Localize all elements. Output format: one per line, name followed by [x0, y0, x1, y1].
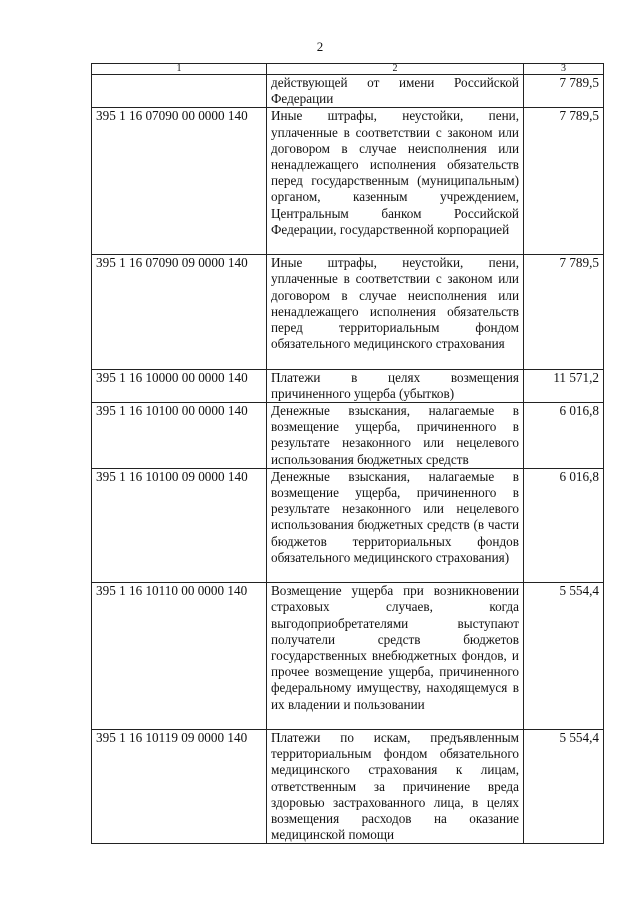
- page-number: 2: [316, 39, 324, 54]
- table-row: [92, 468, 604, 582]
- column-number-2: 2: [267, 64, 524, 75]
- column-number-row: [92, 64, 604, 75]
- amount-value: 5 554,4: [524, 730, 604, 844]
- column-number-3: 3: [524, 64, 604, 75]
- budget-code: [92, 75, 267, 108]
- amount-value: 7 789,5: [524, 75, 604, 108]
- table-row: [92, 403, 604, 469]
- table-row: [92, 75, 604, 108]
- revenue-description: действующей от имени Российской Федерации: [267, 75, 524, 108]
- budget-code: 395 1 16 10000 00 0000 140: [92, 369, 267, 402]
- amount-value: 7 789,5: [524, 255, 604, 369]
- budget-code: 395 1 16 10110 00 0000 140: [92, 583, 267, 730]
- revenue-description: Платежи в целях возмещения причиненного ущерба (убытков): [267, 369, 524, 402]
- revenue-description: Платежи по искам, предъявленным территориальным фондом обязательного медицинского страхования к лицам, ответственным за причинение вреда здоровью застрахованного лица, в целях возмещения расходов на оказание медицинской помощи: [267, 730, 524, 844]
- table-row: [92, 583, 604, 730]
- table-row: [92, 730, 604, 844]
- budget-code: 395 1 16 07090 09 0000 140: [92, 255, 267, 369]
- budget-code: 395 1 16 10119 09 0000 140: [92, 730, 267, 844]
- revenue-description: Иные штрафы, неустойки, пени, уплаченные в соответствии с законом или договором в случае неисполнения или ненадлежащего исполнения обязательств перед государственным (муниципальным) органом, казенным учреждением, Центральным банком Российской Федерации, государственной корпорацией: [267, 108, 524, 255]
- amount-value: 6 016,8: [524, 468, 604, 582]
- amount-value: 5 554,4: [524, 583, 604, 730]
- budget-table-body: [92, 64, 604, 844]
- revenue-description: Денежные взыскания, налагаемые в возмещение ущерба, причиненного в результате незаконного или нецелевого использования бюджетных средств (в части бюджетов территориальных фондов обязательного медицинского страхования): [267, 468, 524, 582]
- budget-table: [91, 63, 604, 844]
- revenue-description: Денежные взыскания, налагаемые в возмещение ущерба, причиненного в результате незаконного или нецелевого использования бюджетных средств: [267, 403, 524, 469]
- budget-code: 395 1 16 10100 09 0000 140: [92, 468, 267, 582]
- revenue-description: Иные штрафы, неустойки, пени, уплаченные в соответствии с законом или договором в случае неисполнения или ненадлежащего исполнения обязательств перед территориальным фондом обязательного медицинского страхования: [267, 255, 524, 369]
- table-row: [92, 108, 604, 255]
- amount-value: 11 571,2: [524, 369, 604, 402]
- budget-code: 395 1 16 07090 00 0000 140: [92, 108, 267, 255]
- column-number-1: 1: [92, 64, 267, 75]
- budget-code: 395 1 16 10100 00 0000 140: [92, 403, 267, 469]
- amount-value: 6 016,8: [524, 403, 604, 469]
- table-row: [92, 369, 604, 402]
- amount-value: 7 789,5: [524, 108, 604, 255]
- revenue-description: Возмещение ущерба при возникновении страховых случаев, когда выгодоприобретателями выступают получатели средств бюджетов государственных внебюджетных фондов, и прочее возмещение ущерба, причиненного федеральному имуществу, находящемуся в их владении и пользовании: [267, 583, 524, 730]
- table-row: [92, 255, 604, 369]
